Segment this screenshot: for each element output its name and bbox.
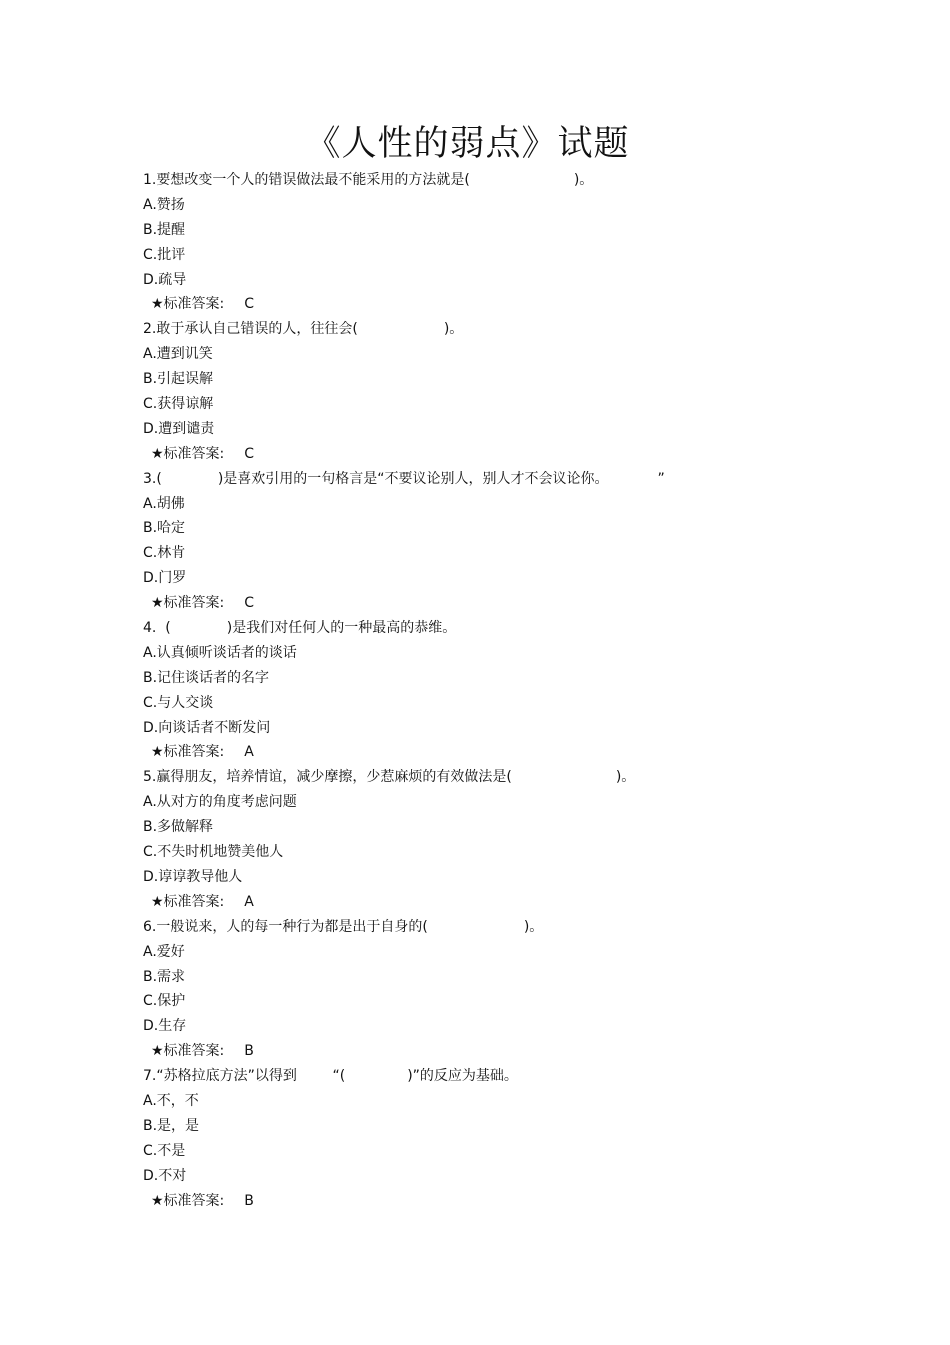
answer-label: ★标准答案: xyxy=(151,445,225,462)
answer-label: ★标准答案: xyxy=(151,296,225,313)
option-c: C.与人交谈 xyxy=(143,694,214,711)
option-b: B.哈定 xyxy=(143,520,186,537)
stem-after: )是我们对任何人的一种最高的恭维。 xyxy=(226,620,457,637)
option-c: C.林肯 xyxy=(143,545,186,562)
option-a: A.胡佛 xyxy=(143,495,185,512)
answer-value: B xyxy=(244,1043,254,1060)
option-d: D.疏导 xyxy=(143,271,187,288)
stem-before: 3.( xyxy=(143,470,162,487)
stem-before: 4. ( xyxy=(143,620,171,637)
question-3 xyxy=(143,467,823,616)
option-a: A.遭到讥笑 xyxy=(143,346,213,363)
option-a: A.赞扬 xyxy=(143,196,185,213)
option-d: D.门罗 xyxy=(143,570,187,587)
stem-after: )。 xyxy=(443,321,464,338)
question-stem xyxy=(143,915,823,940)
question-2 xyxy=(143,317,823,466)
answer-label: ★标准答案: xyxy=(151,893,225,910)
option-a: A.爱好 xyxy=(143,943,185,960)
option-b: B.是，是 xyxy=(143,1117,200,1134)
question-stem xyxy=(143,168,823,193)
option-c: C.获得谅解 xyxy=(143,396,214,413)
stem-after: )。 xyxy=(523,918,544,935)
stem-before: 5.赢得朋友，培养情谊，减少摩擦，少惹麻烦的有效做法是( xyxy=(143,769,512,786)
option-b: B.记住谈话者的名字 xyxy=(143,669,270,686)
option-b: B.引起误解 xyxy=(143,371,214,388)
option-c: C.不是 xyxy=(143,1142,186,1159)
answer-label: ★标准答案: xyxy=(151,744,225,761)
stem-after: )。 xyxy=(615,769,636,786)
answer-value: A xyxy=(244,893,254,910)
stem-before: 2.敢于承认自己错误的人，往往会( xyxy=(143,321,358,338)
standard-answer xyxy=(143,890,823,915)
question-5 xyxy=(143,765,823,914)
option-b: B.多做解释 xyxy=(143,819,214,836)
question-stem xyxy=(143,317,823,342)
option-b: B.提醒 xyxy=(143,221,186,238)
stem-after: )。 xyxy=(573,172,594,188)
question-stem xyxy=(143,1064,823,1089)
option-c: C.批评 xyxy=(143,246,186,263)
answer-value: B xyxy=(244,1192,254,1209)
option-a: A.不，不 xyxy=(143,1092,199,1109)
answer-label: ★标准答案: xyxy=(151,1043,225,1060)
question-stem xyxy=(143,765,823,790)
question-list xyxy=(143,168,823,1213)
question-1 xyxy=(143,168,823,317)
option-d: D.向谈话者不断发问 xyxy=(143,719,271,736)
question-7 xyxy=(143,1064,823,1213)
option-d: D.遭到谴责 xyxy=(143,420,215,437)
stem-before: 7.“苏格拉底方法”以得到 “( xyxy=(143,1068,346,1085)
stem-before: 1.要想改变一个人的错误做法最不能采用的方法就是( xyxy=(143,172,470,188)
standard-answer xyxy=(143,1039,823,1064)
answer-value: C xyxy=(244,296,255,313)
answer-value: A xyxy=(244,744,254,761)
option-b: B.需求 xyxy=(143,968,186,985)
answer-label: ★标准答案: xyxy=(151,595,225,612)
standard-answer xyxy=(143,292,823,317)
stem-before: 6.一般说来，人的每一种行为都是出于自身的( xyxy=(143,918,428,935)
standard-answer xyxy=(143,1189,823,1214)
question-stem xyxy=(143,467,823,492)
option-c: C.不失时机地赞美他人 xyxy=(143,844,284,861)
stem-after: )”的反应为基础。 xyxy=(407,1068,518,1085)
question-4 xyxy=(143,616,823,765)
question-stem xyxy=(143,616,823,641)
option-d: D.生存 xyxy=(143,1018,187,1035)
option-a: A.认真倾听谈话者的谈话 xyxy=(143,644,297,661)
option-d: D.谆谆教导他人 xyxy=(143,868,243,885)
page-title: 《人性的弱点》试题 xyxy=(305,124,630,164)
answer-value: C xyxy=(244,595,255,612)
standard-answer xyxy=(143,591,823,616)
option-d: D.不对 xyxy=(143,1167,187,1184)
standard-answer xyxy=(143,740,823,765)
option-a: A.从对方的角度考虑问题 xyxy=(143,794,297,811)
question-6 xyxy=(143,915,823,1064)
standard-answer xyxy=(143,442,823,467)
answer-label: ★标准答案: xyxy=(151,1192,225,1209)
option-c: C.保护 xyxy=(143,993,186,1010)
answer-value: C xyxy=(244,445,255,462)
stem-after: )是喜欢引用的一句格言是“不要议论别人，别人才不会议论你。 ” xyxy=(217,470,665,487)
